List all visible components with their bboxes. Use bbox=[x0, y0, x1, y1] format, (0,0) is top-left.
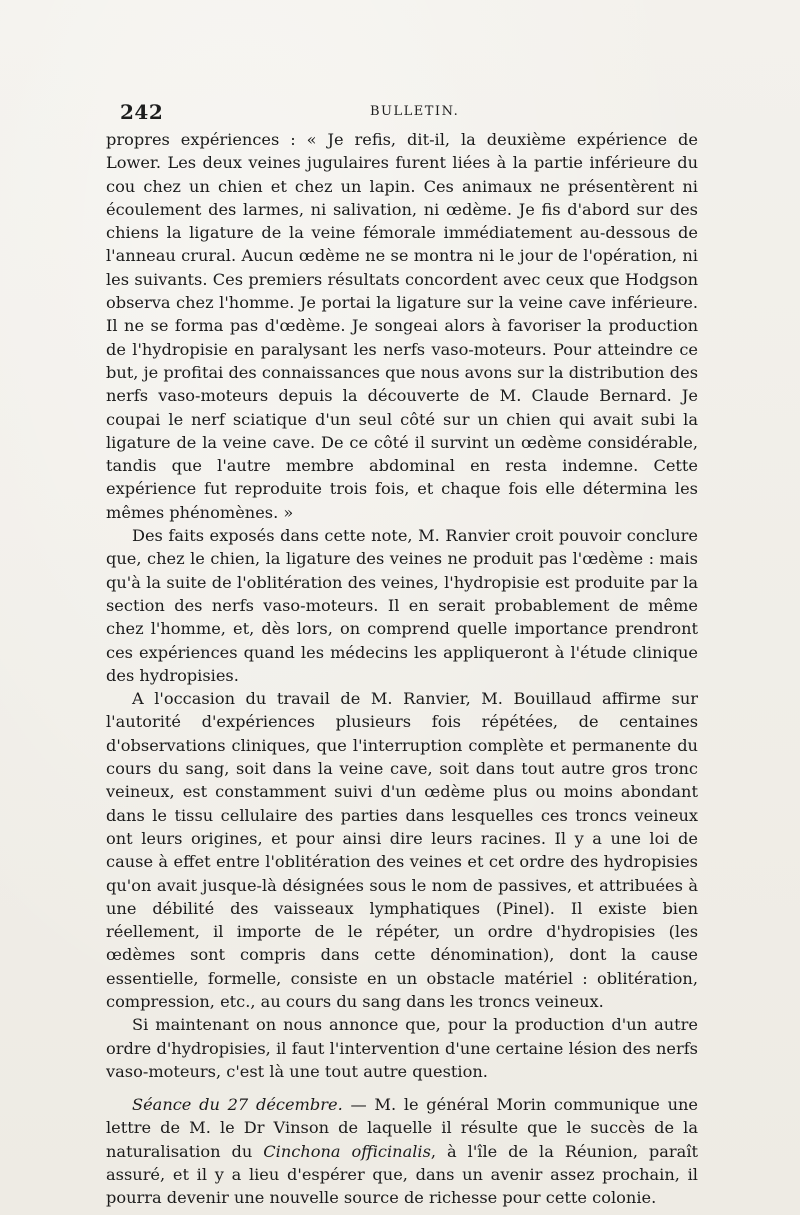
paragraph-ranvier-conclusion: Des faits exposés dans cette note, M. Ranvier croit pouvoir conclure que, chez le chien, la ligature des veines ne produit pas l'œdème : mais qu'à la suite de l'oblitération des veines, l'hydropisie est produite par la section des nerfs vaso-moteurs. Il en serait probablement de même chez l'homme, et, dès lors, on comprend quelle importance prendront ces expériences quand les médecins les appliqueront à l'étude clinique des hydropisies. bbox=[106, 526, 698, 685]
seance-text-1: — M. le général Morin communique une lettre de M. le Dr Vinson de laquelle il résulte que le succès de la naturalisation du bbox=[106, 1095, 698, 1161]
paragraph-vaso-moteurs: Si maintenant on nous annonce que, pour la production d'un autre ordre d'hydropisies, il faut l'intervention d'une certaine lésion des nerfs vaso-moteurs, c'est là une tout autre question. bbox=[106, 1015, 698, 1081]
page-header bbox=[120, 100, 700, 128]
paragraph-ranvier-quote: propres expériences : « Je refis, dit-il, la deuxième expérience de Lower. Les deux veines jugulaires furent liées à la partie inférieure du cou chez un chien et chez un lapin. Ces animaux ne présentèrent ni écoulement des larmes, ni salivation, ni œdème. Je fis d'abord sur des chiens la ligature de la veine fémorale immédiatement au-dessous de l'anneau crural. Aucun œdème ne se montra ni le jour de l'opération, ni les suivants. Ces premiers résultats concordent avec ceux que Hodgson observa chez l'homme. Je portai la ligature sur la veine cave inférieure. Il ne se forma pas d'œdème. Je songeai alors à favoriser la production de l'hydropisie en paralysant les nerfs vaso-moteurs. Pour atteindre ce but, je profitai des connaissances que nous avons sur la distribution des nerfs vaso-moteurs depuis la découverte de M. Claude Bernard. Je coupai le nerf sciatique d'un seul côté sur un chien qui avait subi la ligature de la veine cave. De ce côté il survint un œdème considérable, tandis que l'autre membre abdominal en resta indemne. Cette expérience fut reproduite trois fois, et chaque fois elle détermina les mêmes phénomènes. » bbox=[106, 130, 698, 522]
page-number: 242 bbox=[120, 100, 164, 124]
seance-text-2: , à l'île de la Réunion, paraît assuré, et il y a lieu d'espérer que, dans un avenir assez prochain, il pourra devenir une nouvelle source de richesse pour cette colonie. bbox=[106, 1141, 699, 1208]
plant-name: Cinchona officinalis bbox=[263, 1141, 431, 1161]
seance-heading: Séance du 27 décembre. bbox=[132, 1095, 343, 1115]
body-text bbox=[106, 128, 698, 1210]
paragraph-seance bbox=[106, 1093, 698, 1209]
paragraph-bouillaud: A l'occasion du travail de M. Ranvier, M. Bouillaud affirme sur l'autorité d'expériences plusieurs fois répétées, de centaines d'observations cliniques, que l'interruption complète et permanente du cours du sang, soit dans la veine cave, soit dans tout autre gros tronc veineux, est constamment suivi d'un œdème plus ou moins abondant dans le tissu cellulaire des parties dans lesquelles ces troncs veineux ont leurs origines, et pour ainsi dire leurs racines. Il y a une loi de cause à effet entre l'oblitération des veines et cet ordre des hydropisies qu'on avait jusque-là désignées sous le nom de passives, et attribuées à une débilité des vaisseaux lymphatiques (Pinel). Il existe bien réellement, il importe de le répéter, un ordre d'hydropisies (les œdèmes sont compris dans cette dénomination), dont la cause essentielle, formelle, consiste en un obstacle matériel : oblitération, compression, etc., au cours du sang dans les troncs veineux. bbox=[106, 689, 698, 1011]
running-head: BULLETIN. bbox=[370, 104, 460, 119]
